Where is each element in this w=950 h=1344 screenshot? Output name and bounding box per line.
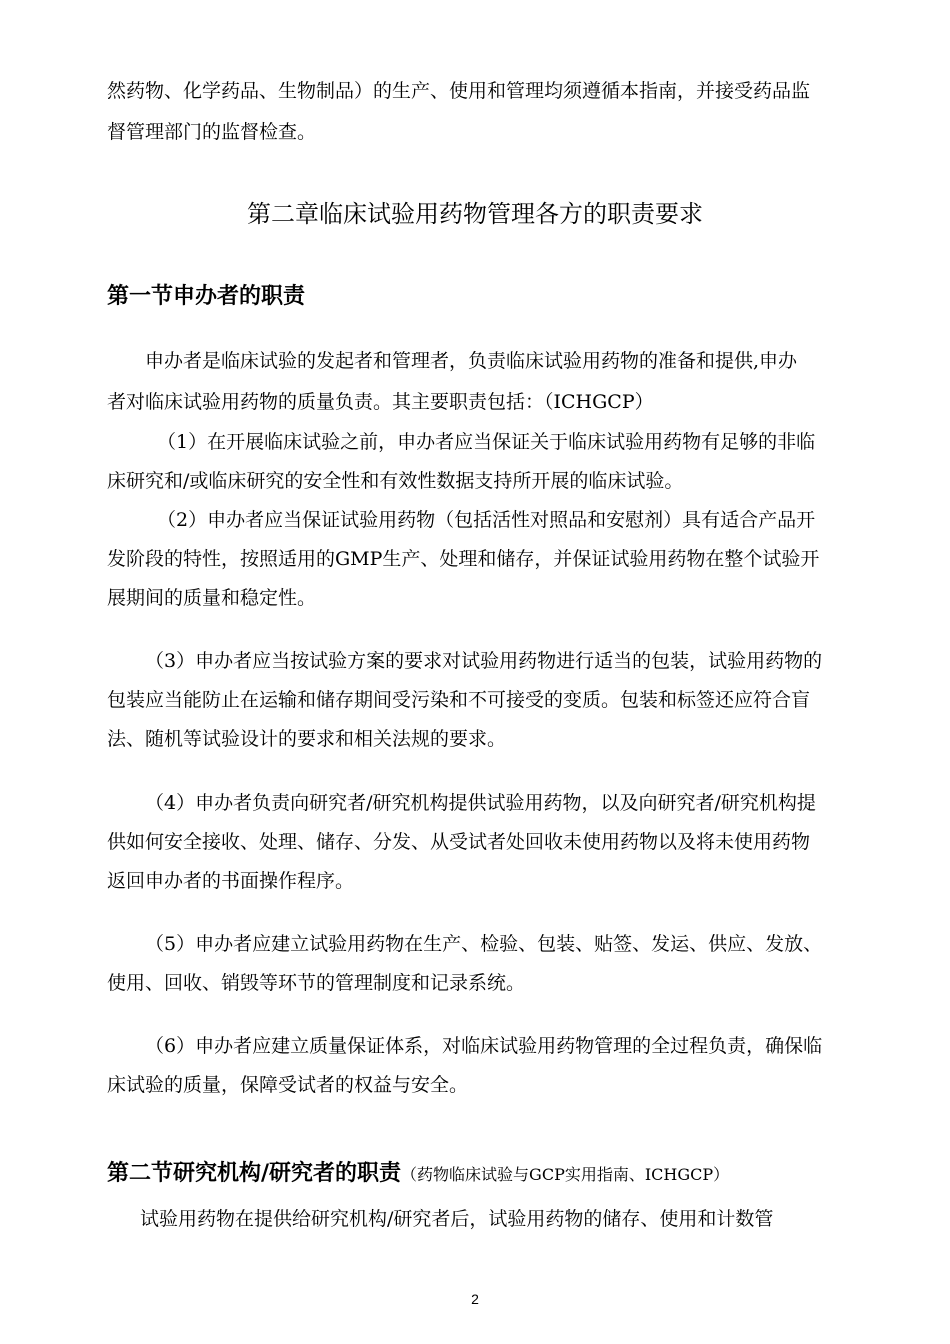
list-item-line: （6）申办者应建立质量保证体系，对临床试验用药物管理的全过程负责，确保临 — [145, 1035, 823, 1057]
list-item-line: 包装应当能防止在运输和储存期间受污染和不可接受的变质。包装和标签还应符合盲 — [107, 689, 811, 711]
section-title: 第一节申办者的职责 — [107, 284, 306, 309]
section-title — [107, 1160, 729, 1189]
page-number: 2 — [471, 1291, 479, 1307]
list-item-line: 床试验的质量，保障受试者的权益与安全。 — [107, 1074, 469, 1096]
list-item-line: 展期间的质量和稳定性。 — [107, 587, 317, 609]
list-item-line: （2）申办者应当保证试验用药物（包括活性对照品和安慰剂）具有适合产品开 — [157, 509, 816, 531]
body-text-line: 试验用药物在提供给研究机构/研究者后，试验用药物的储存、使用和计数管 — [140, 1208, 774, 1230]
list-item-line: （5）申办者应建立试验用药物在生产、检验、包装、贴签、发运、供应、发放、 — [145, 933, 823, 955]
body-text-line: 然药物、化学药品、生物制品）的生产、使用和管理均须遵循本指南，并接受药品监 — [107, 80, 811, 102]
list-item-line: 返回申办者的书面操作程序。 — [107, 870, 355, 892]
list-item-line: 发阶段的特性，按照适用的GMP生产、处理和储存，并保证试验用药物在整个试验开 — [107, 548, 820, 570]
list-item-line: （1）在开展临床试验之前，申办者应当保证关于临床试验用药物有足够的非临 — [157, 431, 816, 453]
body-text-line: 者对临床试验用药物的质量负责。其主要职责包括：（ICHGCP） — [107, 391, 654, 413]
section-source-note: （药物临床试验与GCP实用指南、ICHGCP） — [401, 1165, 730, 1184]
chapter-title: 第二章临床试验用药物管理各方的职责要求 — [247, 200, 703, 228]
list-item-line: （3）申办者应当按试验方案的要求对试验用药物进行适当的包装，试验用药物的 — [145, 650, 823, 672]
list-item-line: 供如何安全接收、处理、储存、分发、从受试者处回收未使用药物以及将未使用药物 — [107, 831, 811, 853]
list-item-line: 床研究和/或临床研究的安全性和有效性数据支持所开展的临床试验。 — [107, 470, 684, 492]
body-text-line: 申办者是临床试验的发起者和管理者，负责临床试验用药物的准备和提供,申办 — [145, 350, 798, 372]
list-item-line: 法、随机等试验设计的要求和相关法规的要求。 — [107, 728, 507, 750]
list-item-line: 使用、回收、销毁等环节的管理制度和记录系统。 — [107, 972, 526, 994]
body-text-line: 督管理部门的监督检查。 — [107, 121, 317, 143]
list-item-line: （4）申办者负责向研究者/研究机构提供试验用药物，以及向研究者/研究机构提 — [145, 792, 816, 814]
section-title-text: 第二节研究机构/研究者的职责 — [107, 1161, 402, 1186]
